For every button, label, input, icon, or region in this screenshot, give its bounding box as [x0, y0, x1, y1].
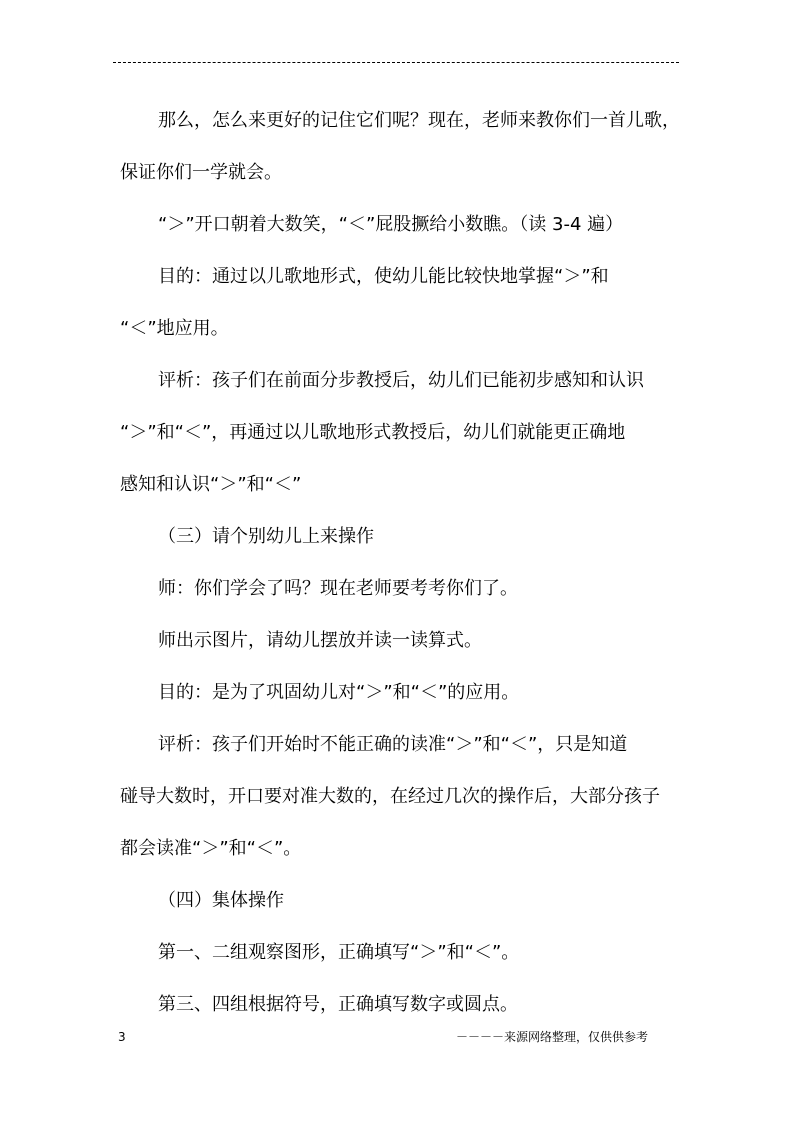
text-line: 师：你们学会了吗？现在老师要考考你们了。 [158, 578, 518, 599]
text-line: “＞”开口朝着大数笑，“＜”屁股撅给小数瞧。（读 3-4 遍） [158, 214, 624, 235]
text-line: 保证你们一学就会。 [120, 162, 282, 183]
section-heading: （四）集体操作 [158, 890, 284, 911]
text-line: 碰导大数时，开口要对准大数的，在经过几次的操作后，大部分孩子 [120, 786, 660, 807]
text-line: 目的：通过以儿歌地形式，使幼儿能比较快地掌握“＞”和 [158, 266, 609, 287]
text-line: “＜”地应用。 [120, 318, 229, 339]
text-line: 评析：孩子们开始时不能正确的读准“＞”和“＜”，只是知道 [158, 734, 628, 755]
text-line: 感知和认识“＞”和“＜” [120, 474, 302, 495]
header-dashed-rule [113, 62, 679, 63]
text-line: 都会读准“＞”和“＜”。 [120, 838, 302, 859]
text-line: 师出示图片，请幼儿摆放并读一读算式。 [158, 630, 482, 651]
text-line: “＞”和“＜”，再通过以儿歌地形式教授后，幼儿们就能更正确地 [120, 422, 626, 443]
text-line: 目的：是为了巩固幼儿对“＞”和“＜”的应用。 [158, 682, 520, 703]
text-line: 第一、二组观察图形，正确填写“＞”和“＜”。 [158, 942, 520, 963]
footer-note: －－－－来源网络整理，仅供供参考 [456, 1030, 649, 1044]
section-heading: （三）请个别幼儿上来操作 [158, 526, 374, 547]
text-line: 那么，怎么来更好的记住它们呢？现在，老师来教你们一首儿歌， [158, 110, 680, 131]
page-number: 3 [118, 1030, 126, 1044]
text-line: 评析：孩子们在前面分步教授后，幼儿们已能初步感知和认识 [158, 370, 644, 391]
text-line: 第三、四组根据符号，正确填写数字或圆点。 [158, 994, 518, 1015]
